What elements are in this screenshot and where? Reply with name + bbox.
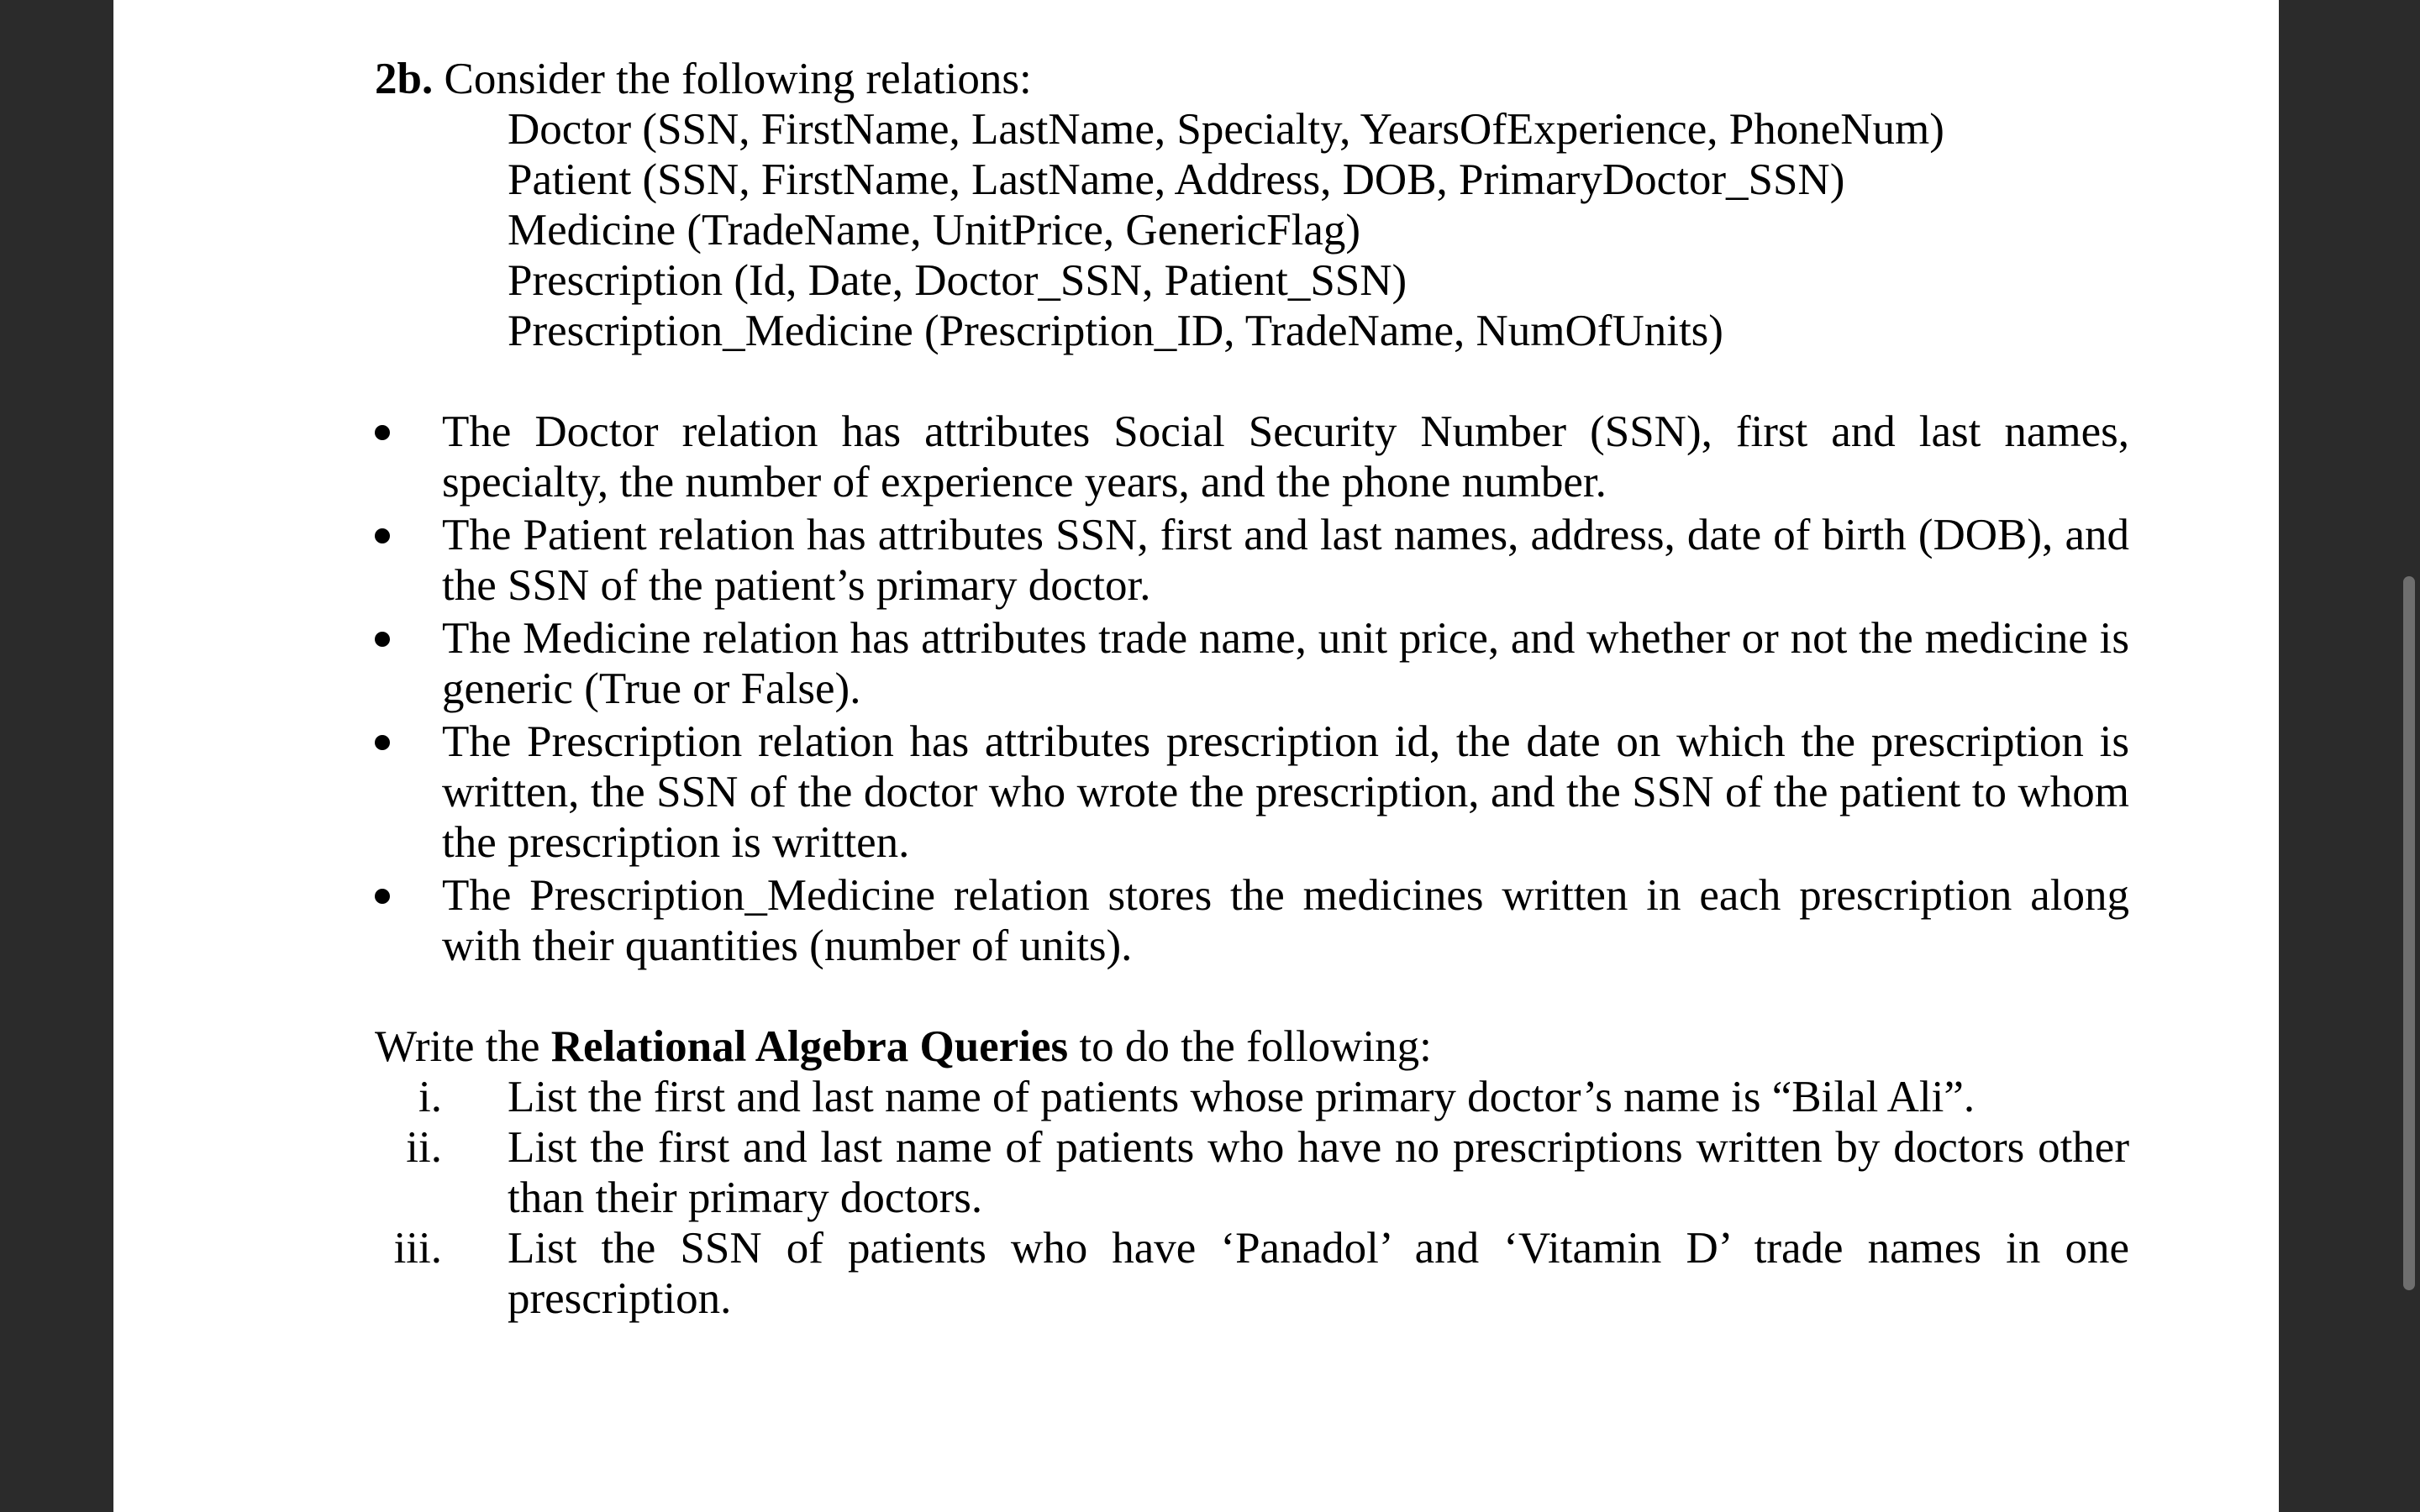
query-item bbox=[375, 1122, 2129, 1223]
query-text: List the first and last name of patients who have no prescriptions written by doctors other than their primary doctors. bbox=[508, 1123, 2129, 1222]
question-heading-text: Consider the following relations: bbox=[433, 55, 1032, 103]
intro-bold: Relational Algebra Queries bbox=[550, 1022, 1069, 1071]
description-text: The Patient relation has attributes SSN, first and last names, address, date of birth (DOB), and the SSN of the patient’s primary doctor. bbox=[442, 511, 2129, 610]
page-content bbox=[375, 54, 2129, 1324]
description-item bbox=[375, 613, 2129, 714]
query-text: List the first and last name of patients whose primary doctor’s name is “Bilal Ali”. bbox=[508, 1073, 1975, 1121]
queries-list bbox=[375, 1072, 2129, 1324]
relations-list bbox=[375, 104, 2129, 356]
relation-patient: Patient (SSN, FirstName, LastName, Address, DOB, PrimaryDoctor_SSN) bbox=[508, 155, 1845, 204]
description-text: The Doctor relation has attributes Social Security Number (SSN), first and last names, specialty, the number of experience years, and the phone number. bbox=[442, 407, 2129, 507]
relation-doctor: Doctor (SSN, FirstName, LastName, Specialty, YearsOfExperience, PhoneNum) bbox=[508, 105, 1944, 154]
description-item bbox=[375, 510, 2129, 611]
intro-prefix: Write the bbox=[375, 1022, 551, 1071]
document-page bbox=[113, 0, 2279, 1512]
query-text: List the SSN of patients who have ‘Panadol’ and ‘Vitamin D’ trade names in one prescription. bbox=[508, 1224, 2129, 1323]
relation-medicine: Medicine (TradeName, UnitPrice, GenericFlag) bbox=[508, 206, 1361, 255]
description-text: The Prescription relation has attributes prescription id, the date on which the prescription is written, the SSN of the doctor who wrote the prescription, and the SSN of the patient to whom the prescription is written. bbox=[442, 717, 2129, 867]
relation-descriptions bbox=[375, 407, 2129, 971]
query-item bbox=[375, 1072, 2129, 1122]
description-text: The Medicine relation has attributes trade name, unit price, and whether or not the medicine is generic (True or False). bbox=[442, 614, 2129, 713]
relation-prescription-medicine: Prescription_Medicine (Prescription_ID, TradeName, NumOfUnits) bbox=[508, 307, 1723, 355]
query-number: ii. bbox=[406, 1123, 442, 1172]
question-heading bbox=[375, 54, 2129, 104]
query-item bbox=[375, 1223, 2129, 1324]
query-number: iii. bbox=[393, 1224, 442, 1273]
bullet-icon bbox=[375, 528, 390, 543]
bullet-icon bbox=[375, 425, 390, 440]
relation-prescription: Prescription (Id, Date, Doctor_SSN, Patient_SSN) bbox=[508, 256, 1407, 305]
bullet-icon bbox=[375, 735, 390, 750]
question-number: 2b. bbox=[375, 55, 434, 103]
intro-suffix: to do the following: bbox=[1068, 1022, 1432, 1071]
description-item bbox=[375, 407, 2129, 507]
bullet-icon bbox=[375, 889, 390, 904]
description-text: The Prescription_Medicine relation stores the medicines written in each prescription along with their quantities (number of units). bbox=[442, 871, 2129, 970]
query-number: i. bbox=[418, 1073, 442, 1121]
description-item bbox=[375, 870, 2129, 971]
description-item bbox=[375, 717, 2129, 868]
scrollbar-thumb[interactable] bbox=[2403, 576, 2415, 1290]
bullet-icon bbox=[375, 632, 390, 647]
queries-intro bbox=[375, 1021, 2129, 1072]
